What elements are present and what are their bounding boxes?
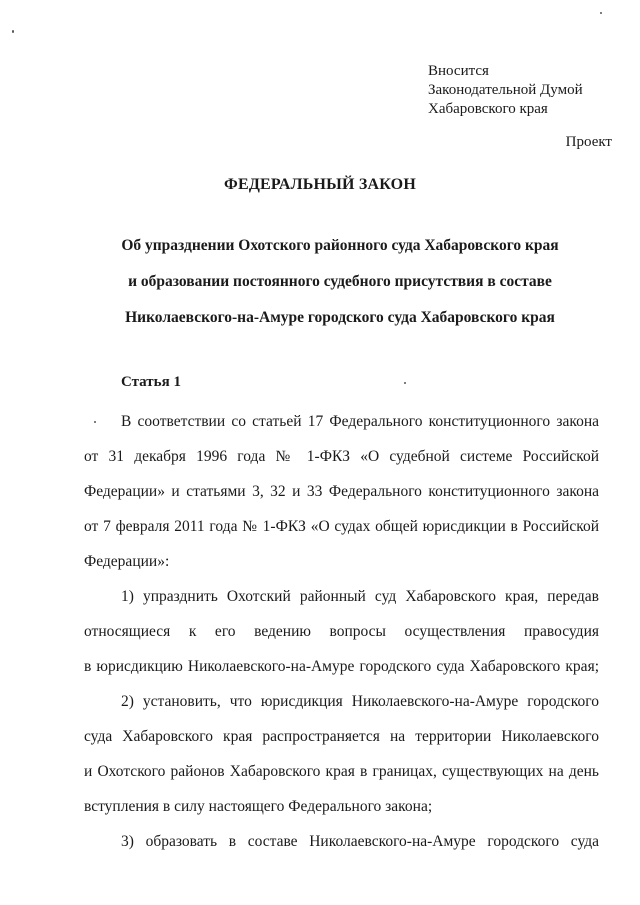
body-line: 1) упразднить Охотский районный суд Хабаровского края, передав (121, 588, 599, 605)
submission-line: Хабаровского края (428, 101, 548, 117)
body-line: в юрисдикцию Николаевского-на-Амуре городского суда Хабаровского края; (84, 658, 599, 675)
law-type-heading: ФЕДЕРАЛЬНЫЙ ЗАКОН (224, 176, 416, 193)
draft-label: Проект (565, 134, 612, 150)
article-heading: Статья 1 (121, 374, 181, 390)
body-line: Федерации»: (84, 553, 170, 570)
scan-speck (404, 382, 406, 384)
body-line: Федерации» и статьями 3, 32 и 33 Федерального конституционного закона (84, 483, 599, 500)
submission-line: Вносится (428, 63, 489, 79)
body-line: от 7 февраля 2011 года № 1-ФКЗ «О судах общей юрисдикции в Российской (84, 518, 599, 535)
scan-speck (12, 30, 14, 33)
body-line: вступления в силу настоящего Федерального закона; (84, 798, 433, 815)
body-line: суда Хабаровского края распространяется на территории Николаевского (84, 728, 599, 745)
body-line: от 31 декабря 1996 года № 1-ФКЗ «О судебной системе Российской (84, 448, 599, 465)
body-line: относящиеся к его ведению вопросы осуществления правосудия (84, 623, 599, 640)
body-line: и Охотского районов Хабаровского края в границах, существующих на день (84, 763, 599, 780)
law-title (80, 228, 600, 336)
body-line: 3) образовать в составе Николаевского-на-Амуре городского суда (121, 833, 599, 850)
article-body (84, 404, 599, 859)
title-line: Об упразднении Охотского районного суда Хабаровского края (121, 237, 559, 254)
body-line: В соответствии со статьей 17 Федерального конституционного закона (121, 413, 599, 430)
scan-speck (600, 12, 602, 14)
body-line: 2) установить, что юрисдикция Николаевского-на-Амуре городского (121, 693, 599, 710)
title-line: и образовании постоянного судебного присутствия в составе (128, 273, 552, 290)
submission-note (428, 62, 583, 119)
title-line: Николаевского-на-Амуре городского суда Хабаровского края (125, 309, 555, 326)
submission-line: Законодательной Думой (428, 82, 583, 98)
